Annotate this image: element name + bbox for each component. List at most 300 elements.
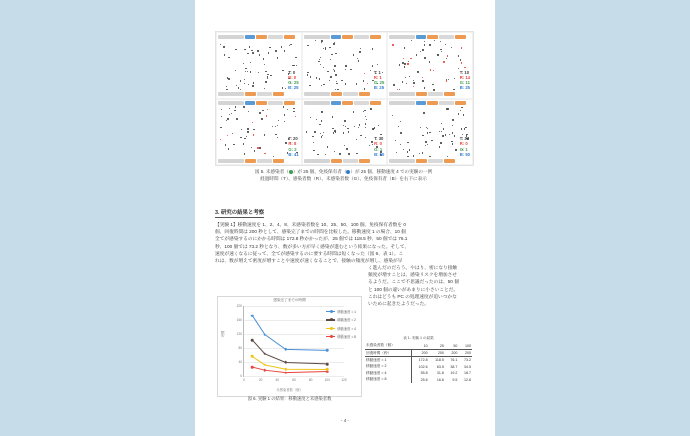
agent-dot [441, 51, 442, 52]
agent-dot [267, 78, 268, 79]
section-heading: 3. 研究の結果と考察 [215, 210, 265, 216]
agent-dot [422, 77, 423, 78]
agent-dot [226, 120, 227, 121]
agent-dot [333, 43, 334, 44]
agent-dot [252, 85, 253, 86]
agent-dot [318, 61, 319, 62]
agent-dot [430, 69, 431, 70]
agent-dot [227, 118, 228, 119]
panel-stat-g: G: 2 [288, 146, 297, 152]
agent-dot [285, 88, 286, 89]
table-column-header: 25 [429, 343, 445, 350]
figure5-simulation-grid [215, 31, 474, 166]
agent-dot [407, 156, 408, 157]
agent-dot [229, 108, 230, 109]
chart-x-tick: 0 [243, 378, 245, 382]
chart-legend-item [326, 309, 356, 314]
panel-stat-g: G: 1 [459, 146, 468, 152]
table1-caption: 表 1. 実験 1 の結果 [403, 336, 434, 340]
agent-dot [356, 139, 357, 140]
panel-stat-r: R: 0 [288, 74, 297, 80]
agent-dot [404, 66, 405, 67]
agent-dot [320, 64, 321, 65]
chart-data-point [326, 363, 329, 366]
panel-stat-g: G: 25 [373, 80, 385, 86]
agent-dot [321, 111, 322, 112]
legend-label: 移動速度 = 8 [337, 335, 356, 340]
chart-y-tick: 160 [236, 318, 242, 322]
agent-dot [380, 134, 381, 135]
agent-dot [317, 154, 318, 155]
agent-dot [348, 131, 349, 132]
chart-y-tick: 120 [236, 332, 242, 336]
agent-dot [265, 81, 266, 82]
agent-dot [267, 74, 268, 75]
agent-dot [441, 123, 442, 124]
agent-dot [254, 150, 255, 151]
agent-dot [460, 110, 461, 111]
agent-dot [398, 126, 399, 127]
table-cell: 31.8 [436, 371, 444, 376]
agent-dot [263, 58, 264, 59]
agent-dot [313, 150, 314, 151]
panel-stat-b: B: 50 [374, 151, 385, 157]
agent-dot [461, 47, 462, 48]
agent-dot [321, 136, 322, 137]
agent-dot [247, 53, 248, 54]
agent-dot [226, 89, 227, 90]
agent-dot [407, 142, 408, 143]
agent-dot [232, 133, 233, 134]
table-row-label: 移動速度 = 2 [366, 364, 387, 369]
agent-dot [247, 71, 248, 72]
simulation-panel [216, 99, 302, 166]
agent-dot [341, 80, 342, 81]
agent-dot [270, 75, 271, 76]
agent-dot [243, 63, 244, 64]
agent-dot [353, 54, 354, 55]
table-cell: 9.5 [452, 377, 458, 382]
panel-stat-t: T: 20 [288, 136, 298, 142]
legend-swatch [326, 328, 335, 329]
agent-dot [453, 89, 454, 90]
table-cell: 172.8 [411, 357, 428, 364]
agent-dot [347, 128, 348, 129]
agent-dot [452, 119, 453, 120]
panel-stat-g: G: 11 [459, 80, 470, 86]
agent-dot [440, 142, 441, 143]
body-top-line: れは、数が増えて密度が増すことや速度が速くなることで、接触の頻度が増し、感染が早 [215, 258, 403, 264]
agent-dot [461, 128, 462, 129]
agent-dot [462, 134, 463, 135]
agent-dot [277, 137, 278, 138]
agent-dot [323, 48, 324, 49]
panel-stat-r: R: 0 [374, 141, 382, 147]
chart-data-point [264, 333, 267, 336]
panel-stats [374, 136, 384, 157]
chart-legend-item [326, 317, 356, 322]
agent-dot [378, 125, 379, 126]
agent-dot [329, 47, 330, 48]
body-paragraph-right [368, 264, 472, 307]
agent-dot [252, 52, 253, 53]
agent-dot [417, 71, 418, 72]
chart-data-point [284, 368, 287, 371]
agent-dot [432, 84, 433, 85]
agent-dot [443, 61, 444, 62]
table-cell: 18.7 [464, 371, 471, 376]
chart-data-point [264, 364, 267, 367]
agent-dot [411, 40, 412, 41]
agent-dot [333, 69, 334, 70]
agent-dot [425, 141, 426, 142]
agent-dot [422, 152, 423, 153]
agent-dot [427, 144, 428, 145]
agent-dot [434, 40, 435, 41]
agent-dot [345, 126, 346, 127]
agent-dot [454, 135, 455, 136]
agent-dot [295, 57, 296, 58]
table-corner-label: 未感染者数（個） [365, 343, 411, 350]
agent-dot [334, 151, 335, 152]
agent-dot [307, 74, 308, 75]
agent-dot [268, 52, 269, 53]
agent-dot [266, 115, 267, 116]
agent-dot [451, 141, 452, 142]
agent-dot [365, 137, 366, 138]
agent-dot [309, 85, 310, 86]
chart-x-tick: 120 [341, 378, 347, 382]
agent-dot [244, 79, 245, 80]
agent-dot [409, 149, 410, 150]
agent-dot [464, 128, 465, 129]
agent-dot [244, 83, 245, 84]
agent-dot [424, 44, 425, 45]
agent-dot [264, 88, 265, 89]
agent-dot [259, 147, 260, 148]
agent-dot [445, 44, 446, 45]
agent-dot [356, 83, 357, 84]
agent-dot [235, 106, 236, 107]
agent-dot [244, 49, 245, 50]
agent-dot [343, 132, 344, 133]
agent-dot [392, 44, 393, 45]
body-top-line: 【実験 1】移動速度を 1、2、4、8、未感染者数を 10、25、50、100 個、免疫保有者数を 0 [215, 222, 406, 227]
agent-dot [325, 154, 326, 155]
agent-dot [319, 59, 320, 60]
agent-dot [406, 83, 407, 84]
legend-label: 移動速度 = 1 [337, 310, 356, 314]
agent-dot [335, 53, 336, 54]
agent-dot [360, 48, 361, 49]
agent-dot [403, 149, 404, 150]
agent-dot [248, 84, 249, 85]
agent-dot [293, 111, 294, 112]
agent-dot [464, 67, 465, 68]
chart-data-point [326, 370, 329, 373]
table-cell: 73.2 [464, 358, 471, 363]
panel-stat-g: G: 1 [374, 146, 383, 152]
agent-dot [235, 70, 236, 71]
agent-dot [247, 131, 248, 132]
agent-dot [284, 50, 285, 51]
chart-y-axis-label: 時間 [221, 330, 225, 337]
agent-dot [433, 70, 434, 71]
table-subheader-label: 回復時間（秒） [365, 349, 411, 356]
agent-dot [296, 65, 297, 66]
body-right-line: これはどうも PC の処理速度が追いつかな [368, 293, 457, 299]
agent-dot [433, 89, 434, 90]
agent-dot [331, 54, 332, 55]
agent-dot [365, 127, 366, 128]
agent-dot [345, 69, 346, 70]
agent-dot [452, 132, 453, 133]
agent-dot [372, 48, 373, 49]
agent-dot [345, 65, 346, 66]
chart-legend-item [326, 326, 356, 331]
agent-dot [251, 147, 252, 148]
agent-dot [267, 76, 268, 77]
agent-dot [235, 49, 236, 50]
agent-dot [429, 61, 430, 62]
agent-dot [321, 120, 322, 121]
chart-data-point [264, 352, 267, 355]
figure6-caption: 図 6. 実験 1 の結果：移動速度と未感染者数 [247, 396, 332, 401]
figure6-chart [217, 296, 362, 397]
panel-stat-r: R: 1 [373, 74, 382, 80]
agent-dot [264, 64, 265, 65]
page-number: - 4 - [340, 418, 350, 423]
agent-dot [323, 132, 324, 133]
agent-dot [447, 156, 448, 157]
agent-dot [423, 112, 424, 113]
agent-dot [316, 119, 317, 120]
legend-label: 移動速度 = 2 [337, 318, 356, 323]
agent-dot [429, 156, 430, 157]
figure5-caption [215, 168, 472, 182]
figure5-caption-pre: 図 5. 未感染者（ [254, 169, 289, 174]
legend-swatch [326, 311, 335, 312]
agent-dot [238, 87, 239, 88]
agent-dot [447, 55, 448, 56]
chart-x-tick: 80 [308, 378, 313, 382]
agent-dot [446, 80, 447, 81]
agent-dot [321, 42, 322, 43]
agent-dot [264, 153, 265, 154]
agent-dot [220, 139, 221, 140]
table1-container [365, 336, 472, 383]
table-row-label: 移動速度 = 1 [366, 357, 387, 362]
agent-dot [321, 85, 322, 86]
agent-dot [323, 84, 324, 85]
agent-dot [314, 131, 315, 132]
agent-dot [307, 72, 308, 73]
agent-dot [335, 89, 336, 90]
agent-dot [243, 143, 244, 144]
simulation-panel [302, 32, 388, 99]
agent-dot [322, 135, 323, 136]
agent-dot [452, 125, 453, 126]
agent-dot [409, 76, 410, 77]
agent-dot [344, 145, 345, 146]
agent-dot [226, 86, 227, 87]
agent-dot [372, 65, 373, 66]
agent-dot [392, 115, 393, 116]
agent-dot [307, 45, 308, 46]
agent-dot [371, 141, 372, 142]
agent-dot [275, 134, 276, 135]
panel-stats [288, 136, 298, 157]
agent-dot [281, 46, 282, 47]
table-row [365, 357, 472, 364]
table-cell: 102.6 [411, 364, 428, 370]
agent-dot [234, 110, 235, 111]
chart-data-point [284, 371, 287, 374]
body-top-line: 秒、100 個では 73.2 秒となり、数が多い方が早く感染が進むという結果になった。そして、 [215, 243, 410, 249]
body-top-line: 個、回復時間は 200 秒として、感染完了までの時間を比較した。移動速度 1 の場合、10 個 [215, 229, 406, 235]
chart-x-axis-label: 未感染者数（個） [276, 388, 303, 392]
chart-x-tick: 40 [275, 378, 280, 382]
agent-dot [403, 58, 404, 59]
agent-dot [416, 54, 417, 55]
figure5-caption-line2: 経過時間（T）、感染者数（R）、未感染者数（G）、免疫保有者（B）を右下に表示 [260, 176, 427, 181]
agent-dot [221, 109, 222, 110]
agent-dot [350, 69, 351, 70]
agent-dot [354, 126, 355, 127]
agent-dot [329, 80, 330, 81]
agent-dot [310, 117, 311, 118]
agent-dot [336, 81, 337, 82]
agent-dot [399, 64, 400, 65]
agent-dot [400, 121, 401, 122]
agent-dot [358, 127, 359, 128]
agent-dot [240, 89, 241, 90]
agent-dot [332, 116, 333, 117]
body-right-line: 頻度が増すことは、感染リスクを増加させ [368, 272, 457, 278]
agent-dot [400, 132, 401, 133]
agent-dot [295, 116, 296, 117]
panel-stat-b: B: 25 [373, 85, 385, 91]
agent-dot [431, 140, 432, 141]
agent-dot [413, 155, 414, 156]
body-top-line: 全てが感染するのにかかる時間は 172.8 秒かかったが、25 個では 118.5 秒、50 個では 76.1 [215, 236, 408, 242]
chart-y-tick: 80 [238, 346, 242, 350]
agent-dot [283, 106, 284, 107]
agent-dot [422, 135, 423, 136]
agent-dot [306, 131, 307, 132]
panel-stats [460, 136, 470, 157]
agent-dot [333, 132, 334, 133]
agent-dot [364, 88, 365, 89]
body-paragraph-top [215, 221, 472, 264]
agent-dot [413, 80, 414, 81]
chart-data-point [326, 349, 329, 352]
chart-y-tick: 200 [236, 304, 242, 308]
agent-dot [422, 49, 423, 50]
table-cell: 118.5 [435, 358, 444, 363]
body-right-line: く進んだのだろう。やはり、密になり接触 [368, 265, 458, 270]
table-row-label: 移動速度 = 4 [366, 370, 387, 375]
agent-dot [358, 60, 359, 61]
table-cell: 38.7 [450, 364, 458, 369]
agent-dot [315, 40, 316, 41]
panel-stat-g: G: 25 [288, 80, 299, 86]
agent-dot [228, 57, 229, 58]
agent-dot [336, 83, 337, 84]
chart-x-tick: 100 [324, 378, 330, 382]
agent-dot [269, 47, 270, 48]
agent-dot [424, 41, 425, 42]
agent-dot [284, 121, 285, 122]
agent-dot [325, 47, 326, 48]
simulation-panel [216, 32, 302, 99]
chart-y-tick: 0 [240, 374, 242, 378]
chart-legend [326, 309, 356, 343]
agent-dot [272, 126, 273, 127]
chart-data-point [251, 314, 254, 317]
table-cell: 55.8 [411, 370, 428, 376]
agent-dot [447, 108, 448, 109]
agent-dot [277, 57, 278, 58]
agent-dot [282, 87, 283, 88]
agent-dot [334, 130, 335, 131]
agent-dot [410, 58, 411, 59]
agent-dot [228, 78, 229, 79]
agent-dot [353, 111, 354, 112]
agent-dot [319, 78, 320, 79]
agent-dot [252, 122, 253, 123]
agent-dot [312, 136, 313, 137]
agent-dot [243, 106, 244, 107]
agent-dot [267, 109, 268, 110]
agent-dot [367, 83, 368, 84]
agent-dot [364, 110, 365, 111]
agent-dot [262, 110, 263, 111]
agent-dot [439, 131, 440, 132]
agent-dot [285, 142, 286, 143]
table-cell: 76.1 [450, 358, 458, 363]
agent-dot [228, 148, 229, 149]
agent-dot [253, 129, 254, 130]
table-cell: 200 [429, 349, 445, 356]
body-right-line: いために起きたようだった。 [368, 301, 429, 307]
agent-dot [424, 57, 425, 58]
agent-dot [253, 134, 254, 135]
agent-dot [396, 152, 397, 153]
agent-dot [460, 59, 461, 60]
agent-dot [425, 145, 426, 146]
agent-dot [405, 77, 406, 78]
body-right-line: と 100 個の違いがあまりに小さいことだ。 [368, 286, 459, 292]
panel-stat-r: R: 14 [459, 74, 470, 80]
agent-dot [257, 50, 258, 51]
agent-dot [413, 82, 414, 83]
agent-dot [413, 86, 414, 87]
table-column-header: 50 [445, 343, 459, 350]
agent-dot [360, 135, 361, 136]
agent-dot [240, 137, 241, 138]
agent-dot [261, 118, 262, 119]
agent-dot [293, 108, 294, 109]
legend-swatch [326, 319, 335, 320]
agent-dot [404, 63, 405, 64]
panel-stats [288, 70, 298, 91]
agent-dot [461, 62, 462, 63]
agent-dot [220, 44, 221, 45]
chart-data-point [251, 339, 254, 342]
chart-data-point [251, 366, 254, 369]
agent-dot [223, 46, 224, 47]
